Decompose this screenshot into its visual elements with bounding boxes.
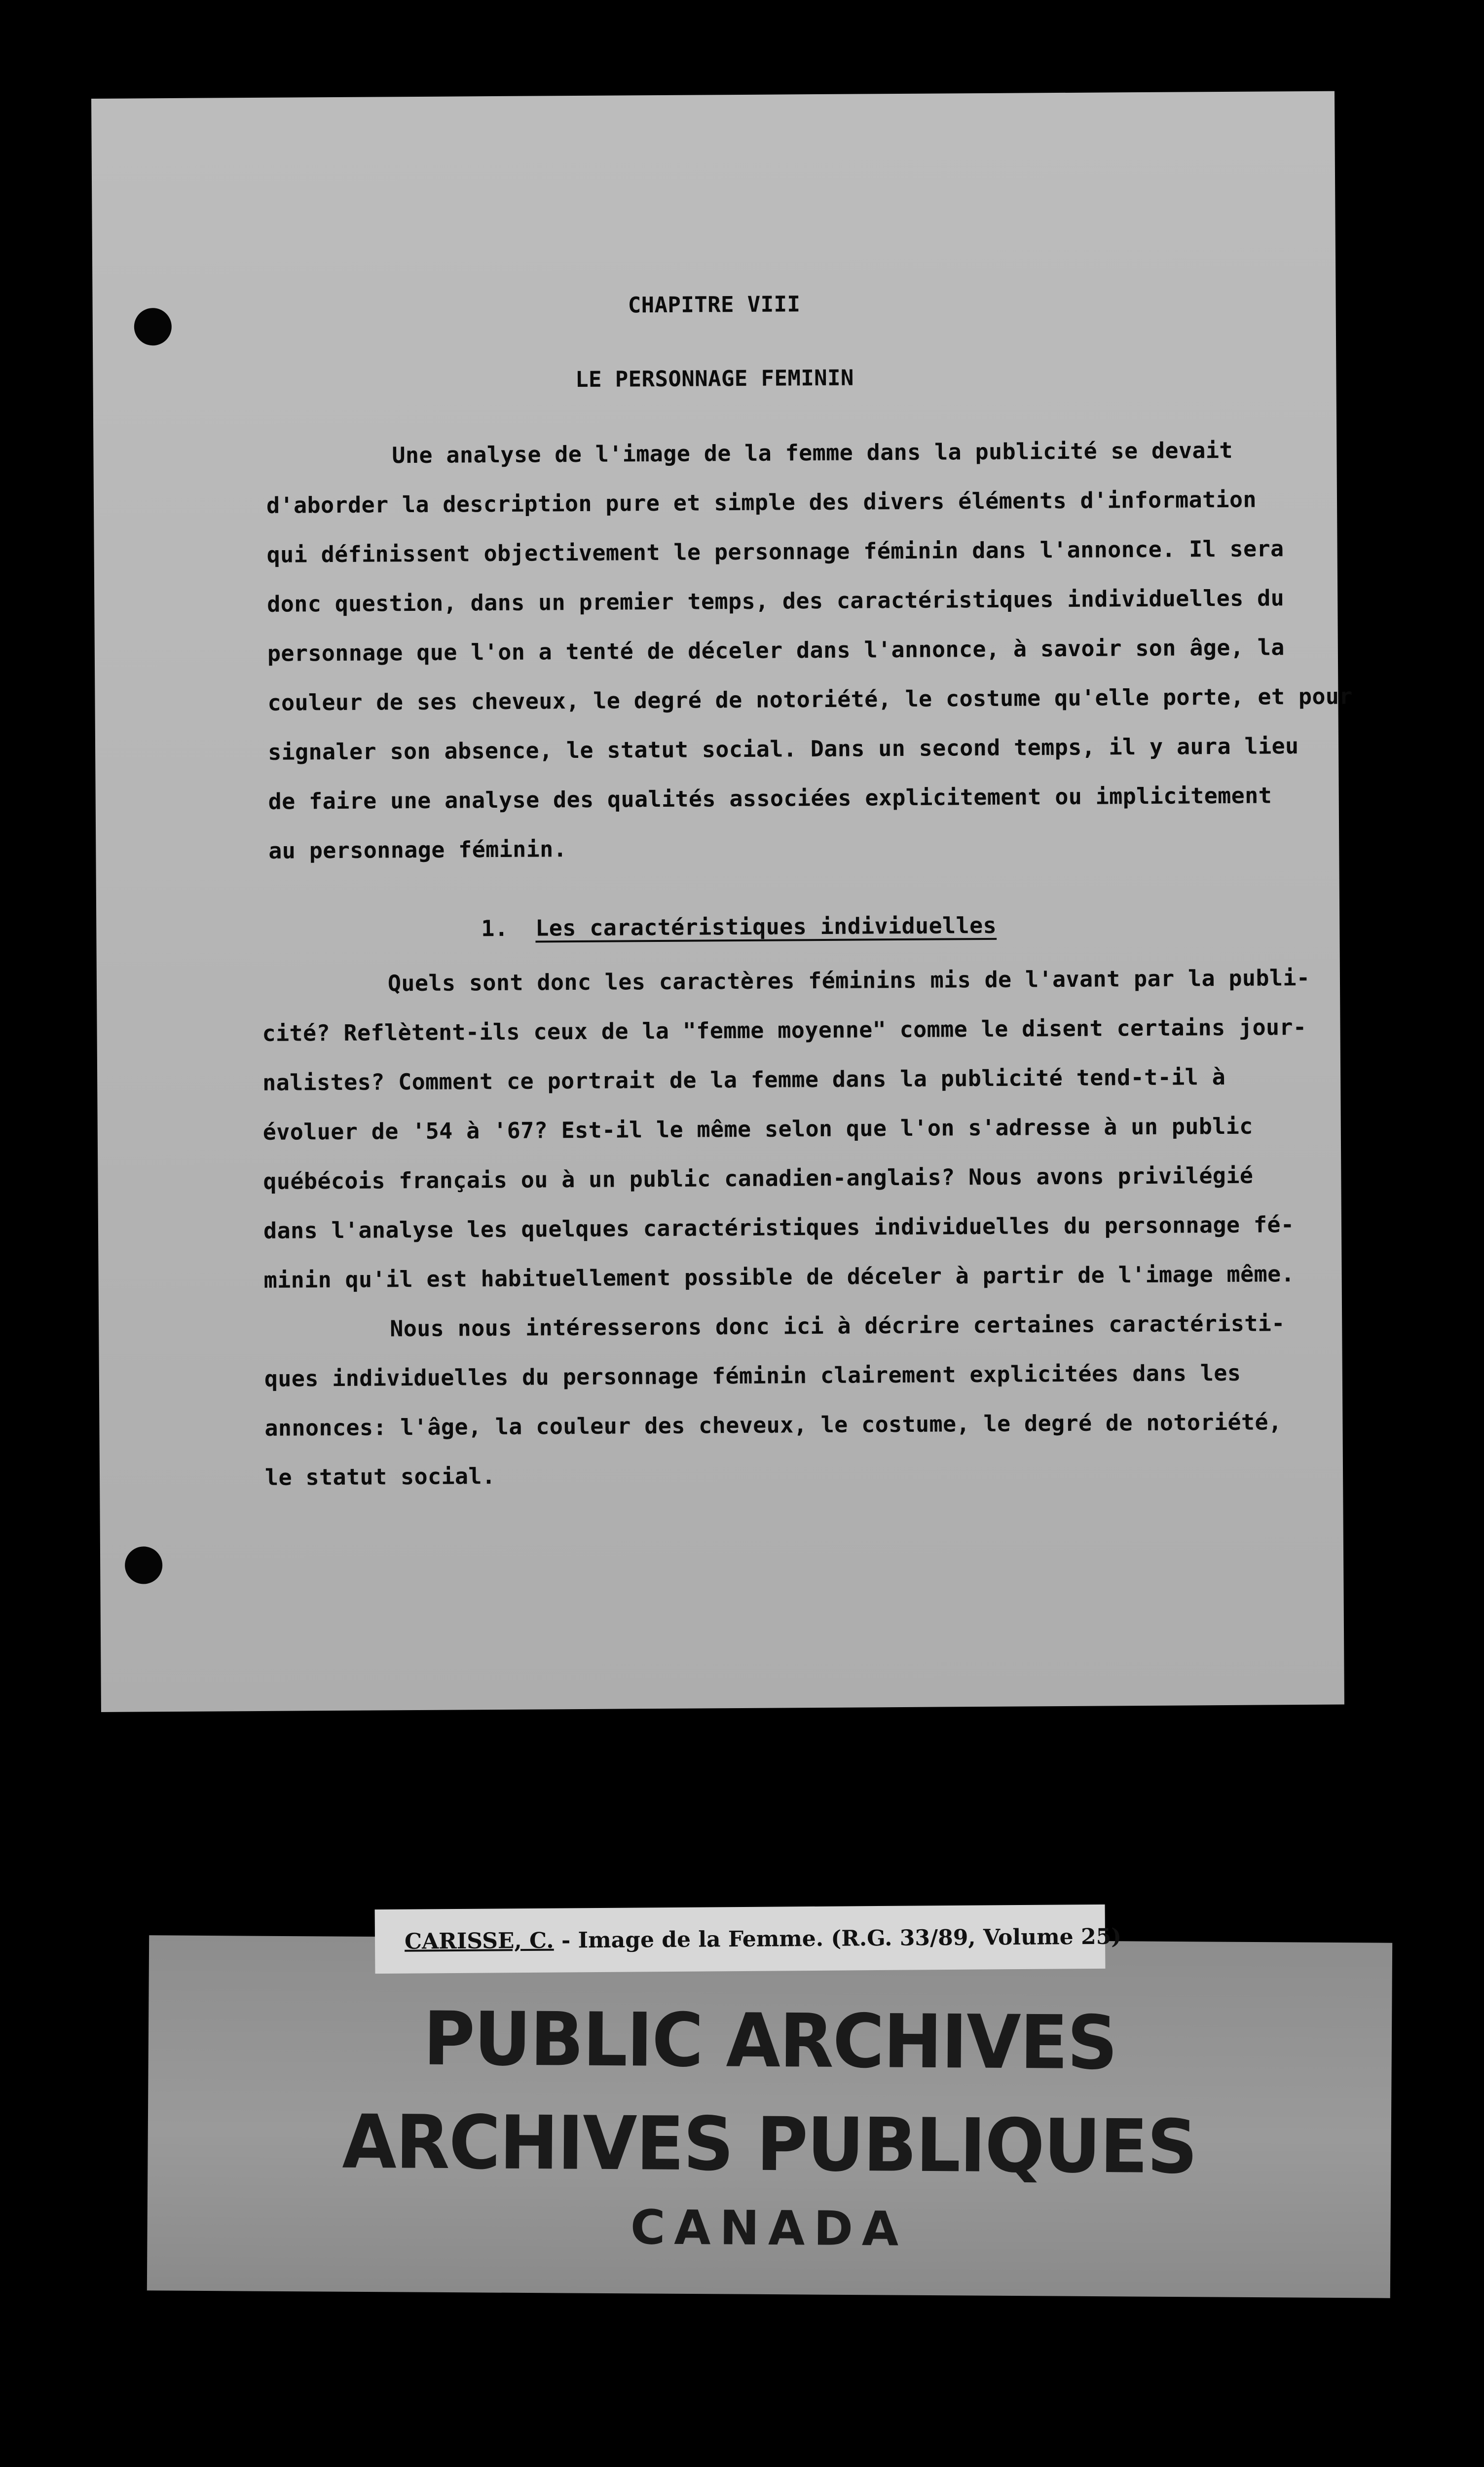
paragraph-line: couleur de ses cheveux, le degré de notoriété, le costume qu'elle porte, et pour <box>267 683 1353 716</box>
paragraph-line: ques individuelles du personnage féminin clairement explicitées dans les <box>264 1359 1241 1392</box>
chapter-title: LE PERSONNAGE FEMININ <box>575 365 854 393</box>
paragraph-line: minin qu'il est habituellement possible de déceler à partir de l'image même. <box>263 1261 1295 1293</box>
paragraph-line: dans l'analyse les quelques caractéristiques individuelles du personnage fé- <box>263 1211 1295 1244</box>
paragraph-line: Quels sont donc les caractères féminins mis de l'avant par la publi- <box>387 964 1310 997</box>
archives-stamp <box>147 1935 1392 2298</box>
reference-label-text <box>405 1924 1121 1954</box>
stamp-line-english: PUBLIC ARCHIVES <box>423 1996 1117 2087</box>
paragraph-line: au personnage féminin. <box>268 836 567 864</box>
paragraph-line: signaler son absence, le statut social. Dans un second temps, il y aura lieu <box>267 733 1299 765</box>
stamp-line-country: CANADA <box>630 2200 908 2257</box>
paragraph-line: d'aborder la description pure et simple des divers éléments d'information <box>266 486 1257 519</box>
document-page <box>91 91 1353 1712</box>
chapter-heading: CHAPITRE VIII <box>628 292 801 318</box>
paragraph-line: québécois français ou à un public canadien-anglais? Nous avons privilégié <box>263 1162 1254 1195</box>
punch-hole-bottom <box>125 1546 162 1584</box>
paragraph-line: personnage que l'on a tenté de déceler dans l'annonce, à savoir son âge, la <box>267 634 1285 667</box>
paragraph-line: annonces: l'âge, la couleur des cheveux, le costume, le degré de notoriété, <box>264 1409 1282 1441</box>
paragraph-line: nalistes? Comment ce portrait de la femme dans la publicité tend-t-il à <box>262 1063 1226 1096</box>
paragraph-line: donc question, dans un premier temps, des caractéristiques individuelles du <box>267 585 1285 617</box>
reference-details: - Image de la Femme. (R.G. 33/89, Volume 25) <box>554 1924 1122 1953</box>
paragraph-line: Une analyse de l'image de la femme dans la publicité se devait <box>392 437 1233 469</box>
section-title: Les caractéristiques individuelles <box>535 912 997 941</box>
reference-author: CARISSE, C. <box>404 1928 554 1954</box>
paragraph-line: le statut social. <box>264 1463 496 1491</box>
paragraph-line: Nous nous intéresserons donc ici à décrire certaines caractéristi- <box>390 1310 1285 1342</box>
stamp-line-french: ARCHIVES PUBLIQUES <box>342 2099 1197 2191</box>
section-number: 1. <box>481 915 509 942</box>
paragraph-line: évoluer de '54 à '67? Est-il le même selon que l'on s'adresse à un public <box>262 1113 1253 1145</box>
reference-label <box>375 1905 1122 1974</box>
paragraph-line: qui définissent objectivement le personnage féminin dans l'annonce. Il sera <box>266 535 1284 568</box>
paragraph-line: de faire une analyse des qualités associées explicitement ou implicitement <box>268 782 1272 815</box>
paragraph-line: cité? Reflètent-ils ceux de la "femme moyenne" comme le disent certains jour- <box>262 1013 1307 1047</box>
